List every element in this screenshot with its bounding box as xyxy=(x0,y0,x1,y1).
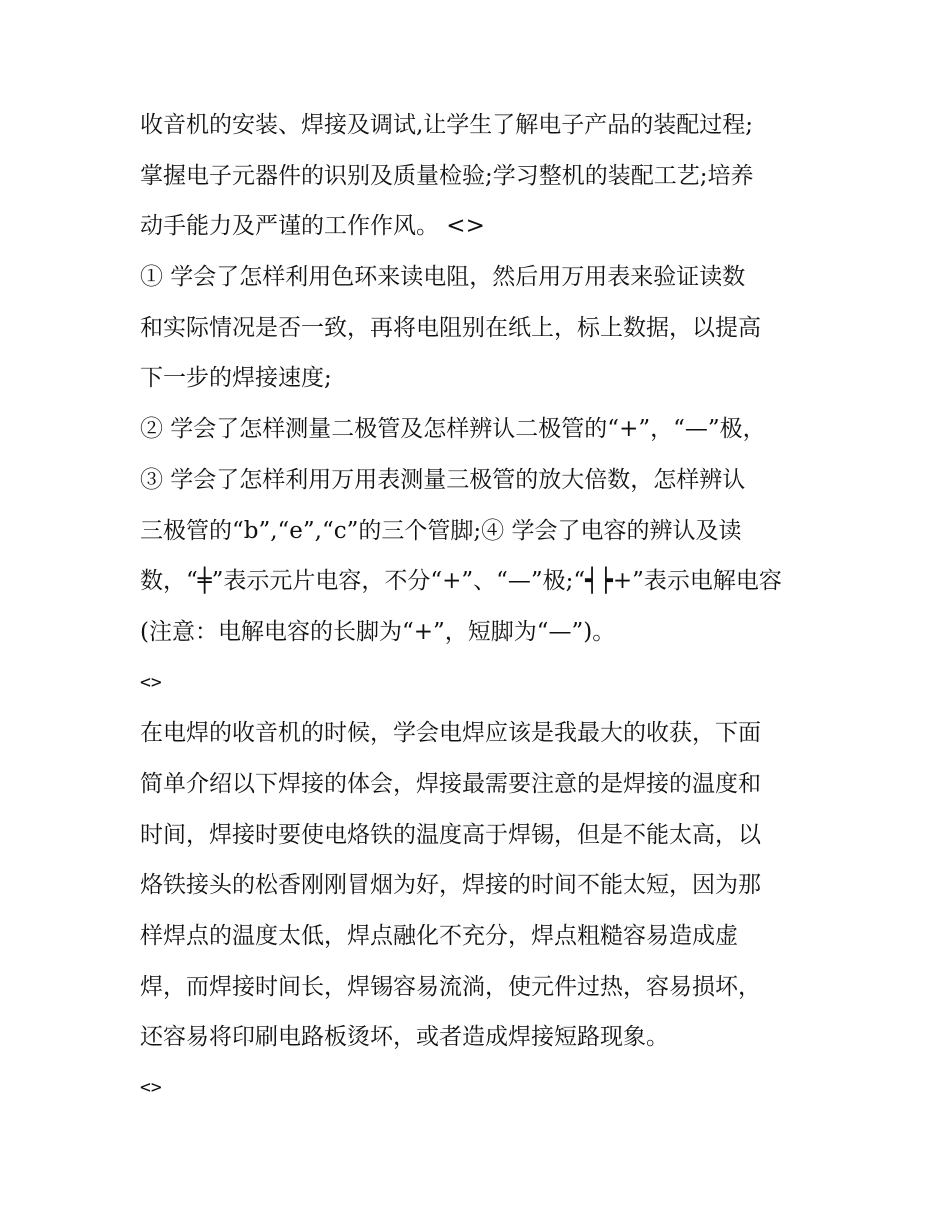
paragraph-marker: <> xyxy=(140,1077,162,1099)
text-line: 三极管的“b”,“e”,“c”的三个管脚;④ 学会了电容的辨认及读 xyxy=(140,517,742,544)
text-line: (注意：电解电容的长脚为“+”，短脚为“—”)。 xyxy=(140,618,616,645)
text-line: ① 学会了怎样利用色环来读电阻，然后用万用表来验证读数 xyxy=(140,264,746,291)
text-line: 还容易将印刷电路板烫坏，或者造成焊接短路现象。 xyxy=(140,1024,669,1051)
paragraph-marker: <> xyxy=(140,671,162,693)
text-line: 掌握电子元器件的识别及质量检验;学习整机的装配工艺;培养 xyxy=(140,162,754,189)
text-line: ② 学会了怎样测量二极管及怎样辨认二极管的“+”，“—”极， xyxy=(140,416,766,443)
text-line: 和实际情况是否一致，再将电阻别在纸上，标上数据，以提高 xyxy=(140,314,761,341)
text-line: 收音机的安装、焊接及调试,让学生了解电子产品的装配过程; xyxy=(140,112,754,138)
text-line: 焊，而焊接时间长，焊锡容易流淌，使元件过热，容易损坏， xyxy=(140,973,761,1000)
text-line: 时间，焊接时要使电烙铁的温度高于焊锡，但是不能太高，以 xyxy=(140,821,761,848)
text-line: 数，“╪”表示元片电容，不分“+”、“—”极;“┥┝+”表示电解电容 xyxy=(140,568,782,595)
text-line: 烙铁接头的松香刚刚冒烟为好，焊接的时间不能太短，因为那 xyxy=(140,872,761,899)
text-line: 动手能力及严谨的工作作风。 <> xyxy=(140,213,485,240)
document-page xyxy=(140,100,820,1114)
text-line: 在电焊的收音机的时候，学会电焊应该是我最大的收获，下面 xyxy=(140,720,761,747)
text-line: 下一步的焊接速度; xyxy=(140,365,332,392)
text-line: 样焊点的温度太低，焊点融化不充分，焊点粗糙容易造成虚 xyxy=(140,923,738,949)
text-line: ③ 学会了怎样利用万用表测量三极管的放大倍数，怎样辨认 xyxy=(140,466,746,493)
text-line: 简单介绍以下焊接的体会，焊接最需要注意的是焊接的温度和 xyxy=(140,770,761,797)
